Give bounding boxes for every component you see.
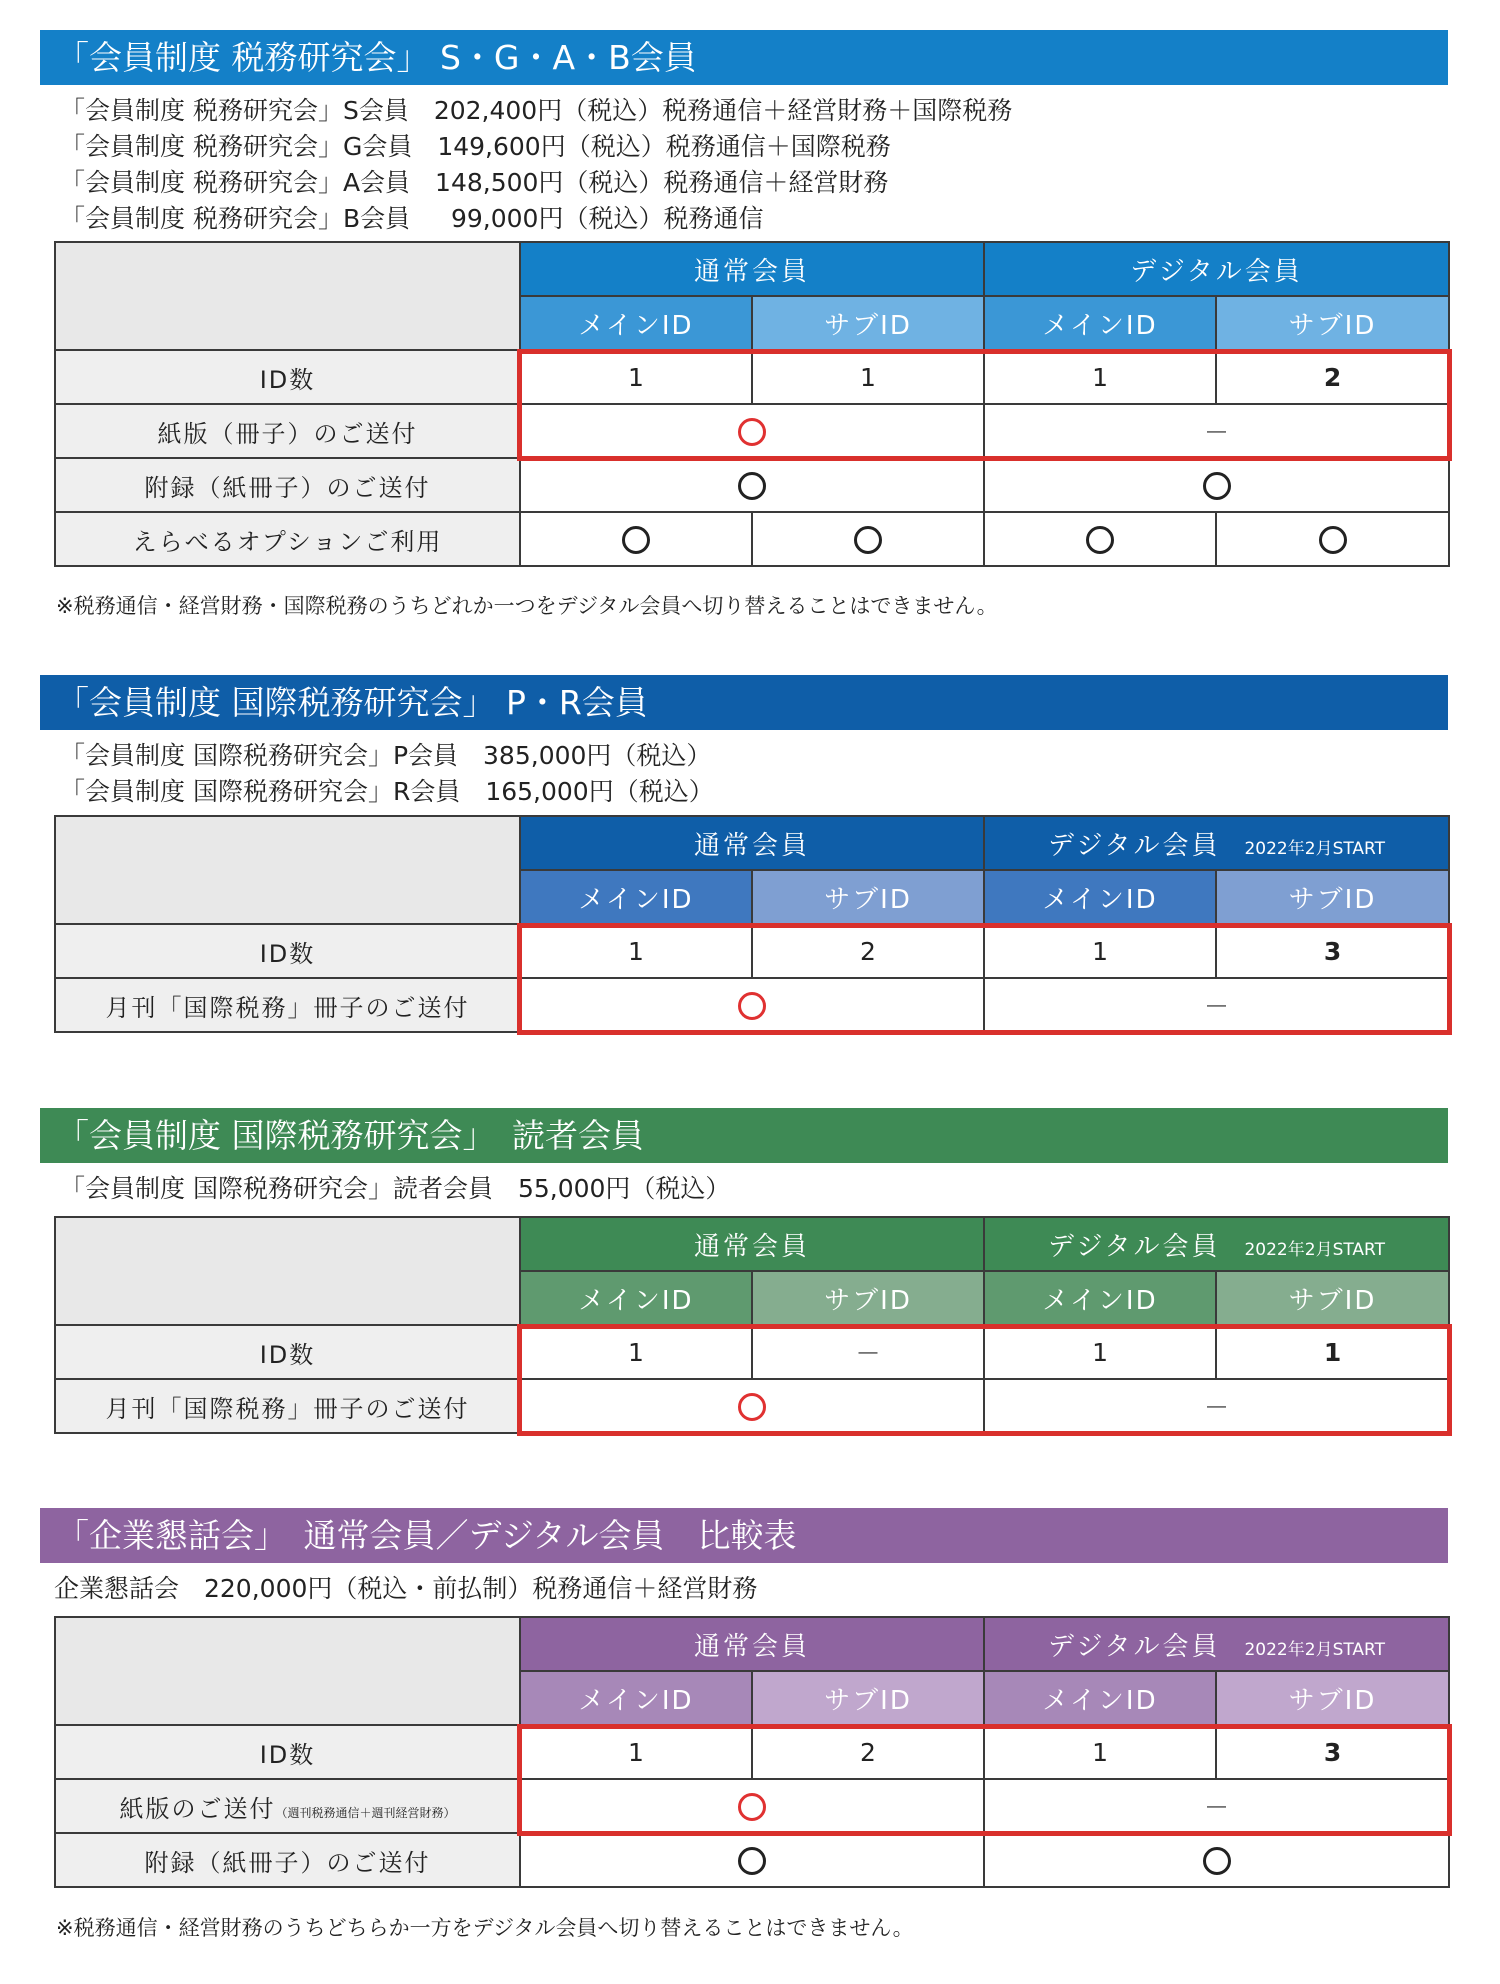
table-corner	[55, 1217, 520, 1325]
circle-icon	[854, 526, 882, 554]
price-line: 「会員制度 国際税務研究会」R会員 165,000円（税込）	[60, 777, 714, 806]
id-value: 1	[520, 1325, 752, 1379]
id-value: 1	[520, 924, 752, 978]
table-corner	[55, 1617, 520, 1725]
monthly-digital: －	[984, 978, 1449, 1032]
comparison-table-pr	[54, 815, 1450, 1033]
circle-icon	[1086, 526, 1114, 554]
id-value: 1	[984, 924, 1216, 978]
row-label-paper-note: （週刊税務通信＋週刊経営財務）	[275, 1805, 456, 1820]
row-label-id-count: ID数	[55, 350, 520, 404]
circle-icon	[1203, 472, 1231, 500]
id-value: 2	[1216, 350, 1449, 404]
row-label-monthly: 月刊「国際税務」冊子のご送付	[55, 1379, 520, 1433]
section-sgab	[40, 30, 1448, 237]
start-label: 2022年2月START	[1244, 1239, 1386, 1260]
circle-icon	[738, 1793, 766, 1821]
circle-icon	[1319, 526, 1347, 554]
header-main-id: メインID	[520, 296, 752, 350]
comparison-table-reader	[54, 1216, 1450, 1434]
paper-digital: －	[984, 404, 1449, 458]
row-label-id-count: ID数	[55, 924, 520, 978]
header-digital: デジタル会員 2022年2月START	[984, 1617, 1449, 1671]
circle-icon	[1203, 1847, 1231, 1875]
id-value: 2	[752, 1725, 984, 1779]
price-line: 「会員制度 税務研究会」S会員 202,400円（税込）税務通信＋経営財務＋国際税務	[60, 96, 1013, 125]
header-regular: 通常会員	[520, 1617, 984, 1671]
note: ※税務通信・経営財務のうちどちらか一方をデジタル会員へ切り替えることはできません。	[56, 1916, 914, 1940]
circle-icon	[738, 1847, 766, 1875]
header-main-id: メインID	[984, 1671, 1216, 1725]
row-label-paper: 紙版（冊子）のご送付	[55, 404, 520, 458]
id-value: 1	[520, 350, 752, 404]
row-label-appendix: 附録（紙冊子）のご送付	[55, 1833, 520, 1887]
circle-icon	[738, 992, 766, 1020]
price-line: 「会員制度 国際税務研究会」P会員 385,000円（税込）	[60, 741, 712, 770]
header-main-id: メインID	[984, 870, 1216, 924]
id-value: 1	[984, 1325, 1216, 1379]
section-reader	[40, 1108, 1448, 1207]
price-line: 「会員制度 税務研究会」G会員 149,600円（税込）税務通信＋国際税務	[60, 132, 891, 161]
appendix-digital	[984, 458, 1449, 512]
id-value: 1	[520, 1725, 752, 1779]
section-title: 「会員制度 税務研究会」 S・G・A・B会員	[40, 30, 1448, 85]
header-main-id: メインID	[520, 1271, 752, 1325]
id-value: 1	[984, 1725, 1216, 1779]
section-pr	[40, 675, 1448, 810]
header-digital: デジタル会員	[984, 242, 1449, 296]
comparison-table-sgab	[54, 241, 1450, 567]
header-sub-id: サブID	[752, 1271, 984, 1325]
section-kondankai	[40, 1508, 1448, 1607]
appendix-digital	[984, 1833, 1449, 1887]
header-sub-id: サブID	[1216, 1271, 1449, 1325]
section-title: 「会員制度 国際税務研究会」 読者会員	[40, 1108, 1448, 1163]
start-label: 2022年2月START	[1244, 838, 1386, 859]
header-main-id: メインID	[520, 870, 752, 924]
appendix-regular	[520, 458, 984, 512]
id-value: 1	[984, 350, 1216, 404]
id-value: －	[752, 1325, 984, 1379]
header-sub-id: サブID	[1216, 870, 1449, 924]
table-corner	[55, 816, 520, 924]
header-digital: デジタル会員 2022年2月START	[984, 1217, 1449, 1271]
paper-regular	[520, 404, 984, 458]
circle-icon	[622, 526, 650, 554]
table-corner	[55, 242, 520, 350]
header-regular: 通常会員	[520, 816, 984, 870]
price-line: 「会員制度 税務研究会」A会員 148,500円（税込）税務通信＋経営財務	[60, 168, 889, 197]
header-sub-id: サブID	[752, 1671, 984, 1725]
id-value: 1	[1216, 1325, 1449, 1379]
id-value: 1	[752, 350, 984, 404]
section-title: 「企業懇話会」 通常会員／デジタル会員 比較表	[40, 1508, 1448, 1563]
circle-icon	[738, 1393, 766, 1421]
circle-icon	[738, 418, 766, 446]
comparison-table-kondankai	[54, 1616, 1450, 1888]
appendix-regular	[520, 1833, 984, 1887]
monthly-regular	[520, 1379, 984, 1433]
row-label-options: えらべるオプションご利用	[55, 512, 520, 566]
options-cell	[752, 512, 984, 566]
header-sub-id: サブID	[1216, 296, 1449, 350]
header-sub-id: サブID	[1216, 1671, 1449, 1725]
header-main-id: メインID	[520, 1671, 752, 1725]
options-cell	[984, 512, 1216, 566]
row-label-paper: 紙版のご送付（週刊税務通信＋週刊経営財務）	[55, 1779, 520, 1833]
header-regular: 通常会員	[520, 1217, 984, 1271]
header-regular: 通常会員	[520, 242, 984, 296]
monthly-regular	[520, 978, 984, 1032]
header-main-id: メインID	[984, 1271, 1216, 1325]
header-digital: デジタル会員 2022年2月START	[984, 816, 1449, 870]
section-title: 「会員制度 国際税務研究会」 P・R会員	[40, 675, 1448, 730]
options-cell	[520, 512, 752, 566]
id-value: 3	[1216, 1725, 1449, 1779]
circle-icon	[738, 472, 766, 500]
start-label: 2022年2月START	[1244, 1639, 1386, 1660]
header-sub-id: サブID	[752, 870, 984, 924]
row-label-id-count: ID数	[55, 1725, 520, 1779]
row-label-appendix: 附録（紙冊子）のご送付	[55, 458, 520, 512]
header-main-id: メインID	[984, 296, 1216, 350]
paper-regular	[520, 1779, 984, 1833]
price-line: 「会員制度 税務研究会」B会員 99,000円（税込）税務通信	[60, 204, 764, 233]
header-sub-id: サブID	[752, 296, 984, 350]
price-line: 企業懇話会 220,000円（税込・前払制）税務通信＋経営財務	[54, 1574, 758, 1603]
id-value: 2	[752, 924, 984, 978]
row-label-id-count: ID数	[55, 1325, 520, 1379]
price-line: 「会員制度 国際税務研究会」読者会員 55,000円（税込）	[60, 1174, 731, 1203]
row-label-monthly: 月刊「国際税務」冊子のご送付	[55, 978, 520, 1032]
id-value: 3	[1216, 924, 1449, 978]
monthly-digital: －	[984, 1379, 1449, 1433]
note: ※税務通信・経営財務・国際税務のうちどれか一つをデジタル会員へ切り替えることはできません。	[56, 594, 998, 618]
options-cell	[1216, 512, 1449, 566]
paper-digital: －	[984, 1779, 1449, 1833]
